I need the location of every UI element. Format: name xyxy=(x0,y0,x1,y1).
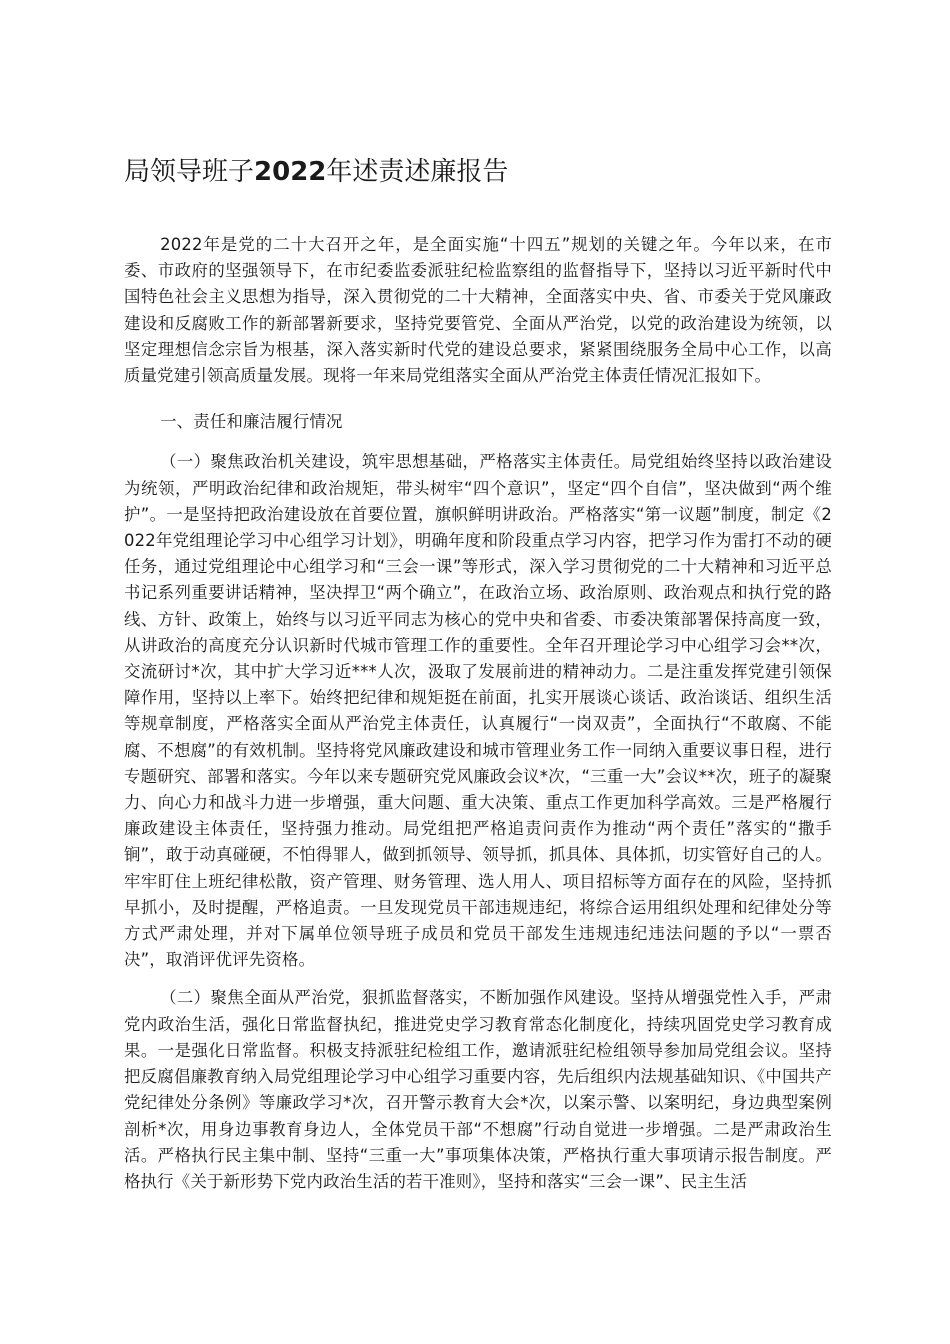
section-one-paragraph: （一）聚焦政治机关建设，筑牢思想基础，严格落实主体责任。局党组始终坚持以政治建设为统领，严明政治纪律和政治规矩，带头树牢“四个意识”，坚定“四个自信”，坚决做到“两个维护”。一是坚持把政治建设放在首要位置，旗帜鲜明讲政治。严格落实“第一议题”制度，制定《2022年党组理论学习中心组学习计划》，明确年度和阶段重点学习内容，把学习作为雷打不动的硬任务，通过党组理论中心组学习和“三会一课”等形式，深入学习贯彻党的二十大精神和习近平总书记系列重要讲话精神，坚决捍卫“两个确立”，在政治立场、政治原则、政治观点和执行党的路线、方针、政策上，始终与以习近平同志为核心的党中央和省委、市委决策部署保持高度一致，从讲政治的高度充分认识新时代城市管理工作的重要性。全年召开理论学习中心组学习会**次，交流研讨*次，其中扩大学习近***人次，汲取了发展前进的精神动力。二是注重发挥党建引领保障作用，坚持以上率下。始终把纪律和规矩挺在前面，扎实开展谈心谈话、政治谈话、组织生活等规章制度，严格落实全面从严治党主体责任，认真履行“一岗双责”，全面执行“不敢腐、不能腐、不想腐”的有效机制。坚持将党风廉政建设和城市管理业务工作一同纳入重要议事日程，进行专题研究、部署和落实。今年以来专题研究党风廉政会议*次，“三重一大”会议**次，班子的凝聚力、向心力和战斗力进一步增强，重大问题、重大决策、重点工作更加科学高效。三是严格履行廉政建设主体责任，坚持强力推动。局党组把严格追责问责作为推动“两个责任”落实的“撒手锏”，敢于动真碰硬，不怕得罪人，做到抓领导、领导抓，抓具体、具体抓，切实管好自己的人。牢牢盯住上班纪律松散，资产管理、财务管理、选人用人、项目招标等方面存在的风险，坚持抓早抓小，及时提醒，严格追责。一旦发现党员干部违规违纪，将综合运用组织处理和纪律处分等方式严肃处理，并对下属单位领导班子成员和党员干部发生违规违纪违法问题的予以“一票否决”，取消评优评先资格。 xyxy=(124,452,832,970)
spacer xyxy=(124,435,832,449)
document-body xyxy=(124,232,832,1195)
title-suffix: 年述责述廉报告 xyxy=(326,157,509,187)
spacer xyxy=(124,389,832,409)
intro-paragraph: 2022年是党的二十大召开之年，是全面实施“十四五”规划的关键之年。今年以来，在市委、市政府的坚强领导下，在市纪委监委派驻纪检监察组的监督指导下，坚持以习近平新时代中国特色社会主义思想为指导，深入贯彻党的二十大精神，全面落实中央、省、市委关于党风廉政建设和反腐败工作的新部署新要求，坚持党要管党、全面从严治党，以党的政治建设为统领，以坚定理想信念宗旨为根基，深入落实新时代党的建设总要求，紧紧围绕服务全局中心工作，以高质量党建引领高质量发展。现将一年来局党组落实全面从严治党主体责任情况汇报如下。 xyxy=(124,235,832,386)
title-year: 2022 xyxy=(254,157,327,187)
section-heading: 一、责任和廉洁履行情况 xyxy=(160,412,343,432)
spacer xyxy=(124,973,832,985)
section-two-paragraph: （二）聚焦全面从严治党，狠抓监督落实，不断加强作风建设。坚持从增强党性入手，严肃党内政治生活，强化日常监督执纪，推进党史学习教育常态化制度化，持续巩固党史学习教育成果。一是强化日常监督。积极支持派驻纪检组工作，邀请派驻纪检组领导参加局党组会议。坚持把反腐倡廉教育纳入局党组理论学习中心组学习重要内容，先后组织内法规基础知识、《中国共产党纪律处分条例》等廉政学习*次，召开警示教育大会*次，以案示警、以案明纪，身边典型案例剖析*次，用身边事教育身边人，全体党员干部“不想腐”行动自觉进一步增强。二是严肃政治生活。严格执行民主集中制、坚持“三重一大”事项集体决策，严格执行重大事项请示报告制度。严格执行《关于新形势下党内政治生活的若干准则》，坚持和落实“三会一课”、民主生活 xyxy=(124,988,832,1191)
document-title xyxy=(124,152,844,192)
title-prefix: 局领导班子 xyxy=(124,157,255,187)
